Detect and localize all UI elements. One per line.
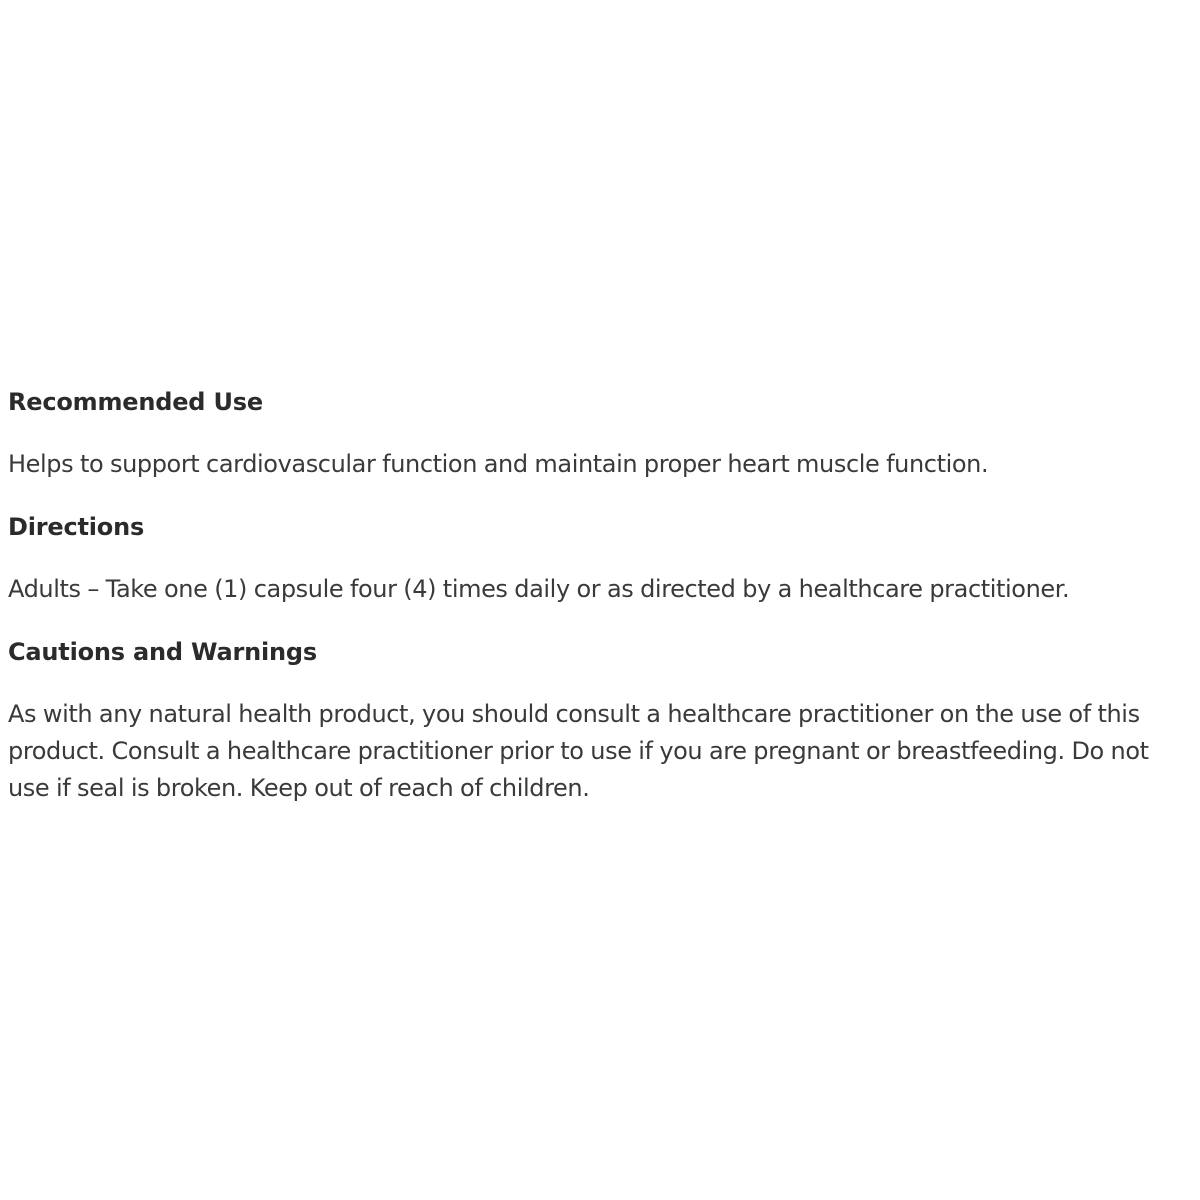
recommended-use-text: Helps to support cardiovascular function and maintain proper heart muscle function. <box>8 450 989 478</box>
cautions-warnings-text: As with any natural health product, you should consult a healthcare practitioner on the use of this product. Consult a healthcare practitioner prior to use if you are pregnant or breastfeeding. Do not use if seal is broken. Keep out of reach of children. <box>8 700 1149 802</box>
cautions-warnings-heading: Cautions and Warnings <box>8 638 317 666</box>
directions-heading: Directions <box>8 513 145 541</box>
product-info-content <box>8 384 1193 807</box>
cautions-warnings-section <box>8 634 1193 807</box>
directions-text: Adults – Take one (1) capsule four (4) times daily or as directed by a healthcare practitioner. <box>8 575 1070 603</box>
directions-section <box>8 509 1193 634</box>
recommended-use-heading: Recommended Use <box>8 388 263 416</box>
recommended-use-section <box>8 384 1193 509</box>
